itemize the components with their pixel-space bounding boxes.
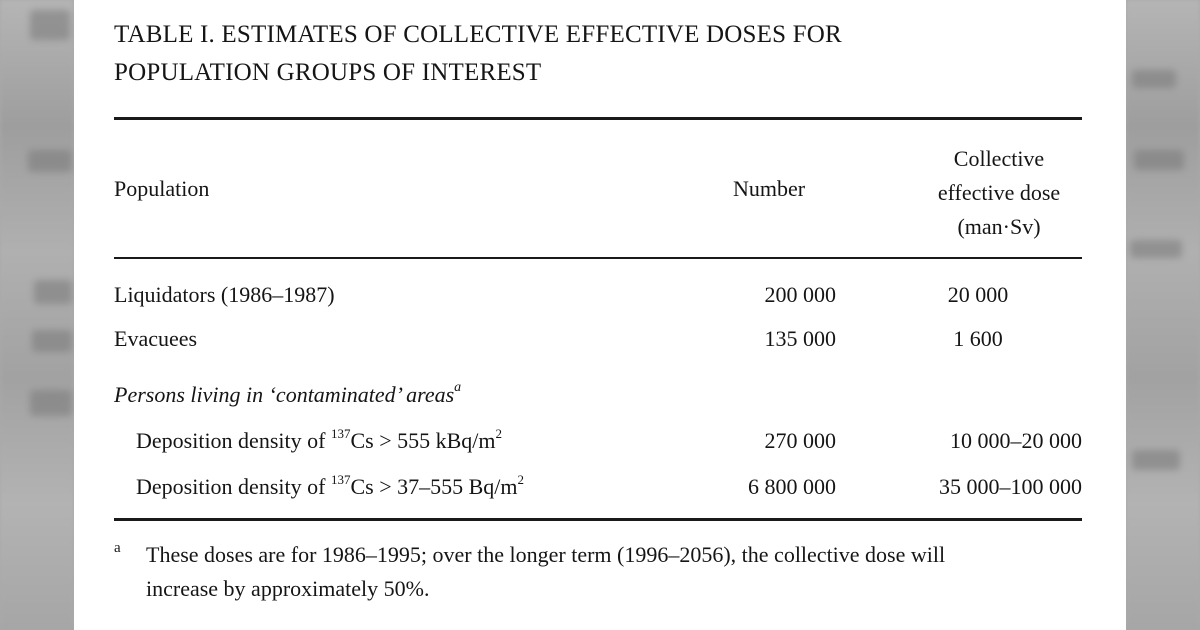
footnote-line-2: increase by approximately 50%. (146, 576, 430, 601)
row-evacuees-population: Evacuees (114, 326, 198, 351)
footnote-text (146, 538, 1086, 606)
subrow-555-condition: > 555 kBq/m (373, 428, 496, 453)
footnote-mark: a (114, 540, 121, 556)
header-dose-line-3: (man·Sv) (957, 214, 1041, 239)
subheading-text: Persons living in ‘contaminated’ areas (114, 382, 455, 407)
row-liquidators-number: 200 000 (764, 282, 836, 307)
table-bottom-rule (114, 518, 1082, 521)
subrow-555-prefix: Deposition density of (136, 428, 331, 453)
subrow-555-population (136, 428, 502, 454)
row-liquidators-dose: 20 000 (947, 282, 1009, 307)
header-collective-dose (904, 142, 1094, 244)
header-number: Number (732, 176, 806, 201)
subrow-37-555-isotope-mass: 137 (330, 472, 351, 487)
document-page (74, 0, 1126, 630)
footnote-line-1: These doses are for 1986–1995; over the longer term (1996–2056), the collective dose will (146, 542, 946, 567)
subrow-37-555-number: 6 800 000 (748, 474, 836, 499)
subheading-footnote-mark: a (454, 380, 462, 395)
table-title (114, 16, 842, 92)
subheading-contaminated-areas (114, 382, 461, 408)
subrow-37-555-isotope-symbol: Cs (350, 474, 374, 499)
subrow-37-555-prefix: Deposition density of (136, 474, 331, 499)
header-dose-line-1: Collective (953, 146, 1045, 171)
table-header-rule (114, 257, 1082, 259)
subrow-555-dose: 10 000–20 000 (950, 428, 1082, 453)
subrow-555-isotope-mass: 137 (330, 426, 351, 441)
header-population: Population (114, 176, 210, 201)
blurred-left-margin (0, 0, 74, 630)
table-title-line-2: POPULATION GROUPS OF INTEREST (114, 59, 542, 86)
subrow-37-555-dose: 35 000–100 000 (939, 474, 1082, 499)
row-evacuees-dose: 1 600 (953, 326, 1003, 351)
blurred-right-margin (1126, 0, 1200, 630)
subrow-555-unit-exponent: 2 (495, 426, 502, 441)
subrow-555-isotope-symbol: Cs (350, 428, 374, 453)
header-dose-line-2: effective dose (937, 180, 1061, 205)
table-top-rule (114, 117, 1082, 120)
subrow-37-555-condition: > 37–555 Bq/m (373, 474, 518, 499)
row-liquidators-population: Liquidators (1986–1987) (114, 282, 335, 307)
subrow-37-555-unit-exponent: 2 (517, 472, 524, 487)
table-title-line-1: TABLE I. ESTIMATES OF COLLECTIVE EFFECTIVE DOSES FOR (114, 21, 842, 48)
row-evacuees-number: 135 000 (764, 326, 836, 351)
subrow-37-555-population (136, 474, 524, 500)
subrow-555-number: 270 000 (764, 428, 836, 453)
